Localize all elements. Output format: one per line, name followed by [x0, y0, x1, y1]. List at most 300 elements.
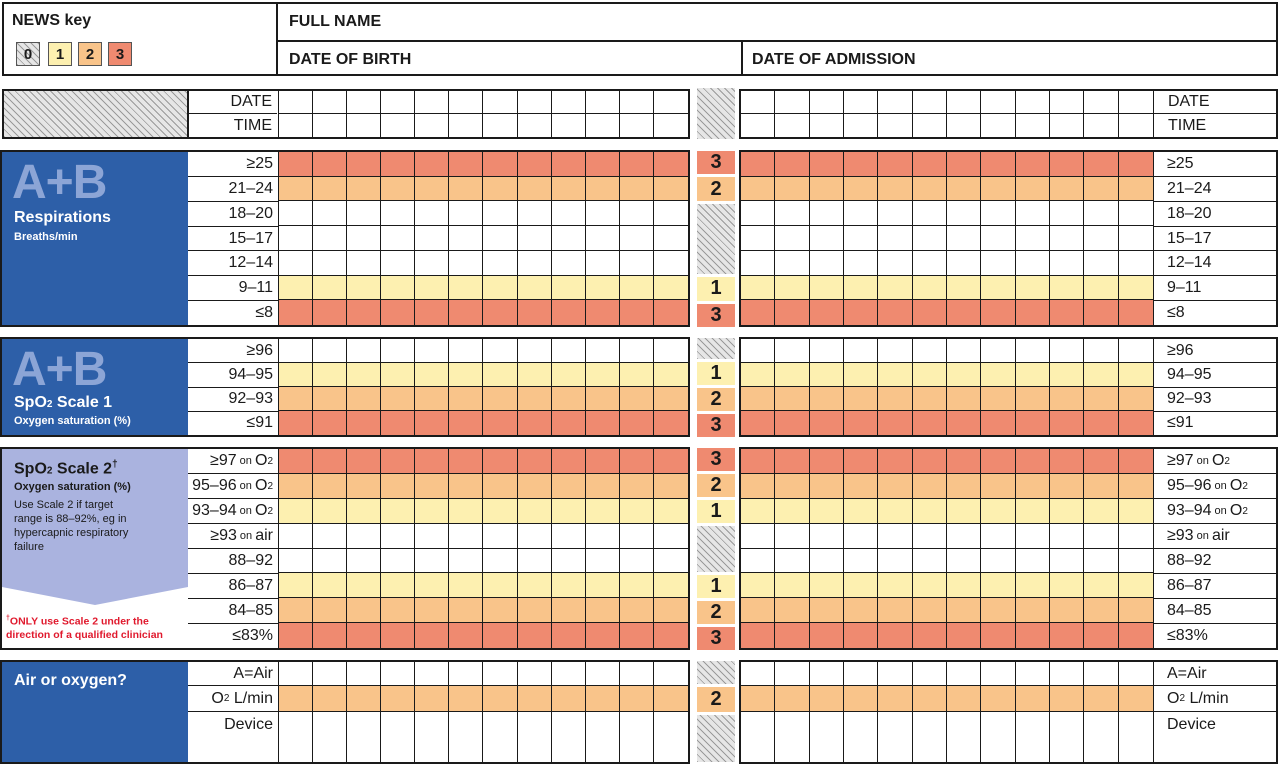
respirations-right-cell[interactable]	[775, 226, 809, 251]
air-oxygen-right-cell[interactable]	[810, 686, 844, 712]
respirations-right-cell[interactable]	[1050, 276, 1084, 301]
respirations-left-cell[interactable]	[518, 201, 552, 226]
respirations-left-cell[interactable]	[313, 177, 347, 202]
respirations-left-cell[interactable]	[313, 300, 347, 325]
respirations-right-cell[interactable]	[981, 152, 1015, 177]
air-oxygen-right-cell[interactable]	[741, 686, 775, 712]
spo2-scale2-right-cell[interactable]	[1016, 449, 1050, 474]
respirations-right-cell[interactable]	[741, 251, 775, 276]
respirations-left-cell[interactable]	[552, 226, 586, 251]
air-oxygen-right-cell[interactable]	[741, 662, 775, 686]
datetime-right-cell[interactable]	[1084, 114, 1118, 137]
spo2-scale2-left-cell[interactable]	[415, 573, 449, 598]
spo2-scale2-right-cell[interactable]	[913, 598, 947, 623]
respirations-left-cell[interactable]	[347, 201, 381, 226]
spo2-scale1-right-cell[interactable]	[810, 363, 844, 387]
spo2-scale1-left-cell[interactable]	[654, 339, 688, 363]
spo2-scale2-right-cell[interactable]	[913, 474, 947, 499]
respirations-left-cell[interactable]	[654, 251, 688, 276]
spo2-scale1-right-cell[interactable]	[775, 411, 809, 435]
spo2-scale2-right-cell[interactable]	[878, 499, 912, 524]
respirations-left-cell[interactable]	[654, 201, 688, 226]
respirations-right-cell[interactable]	[878, 276, 912, 301]
spo2-scale2-left-cell[interactable]	[347, 474, 381, 499]
datetime-right-cell[interactable]	[1016, 114, 1050, 137]
spo2-scale2-right-cell[interactable]	[878, 598, 912, 623]
respirations-left-cell[interactable]	[381, 251, 415, 276]
spo2-scale1-left-cell[interactable]	[586, 363, 620, 387]
respirations-right-cell[interactable]	[741, 226, 775, 251]
air-oxygen-right-cell[interactable]	[1050, 686, 1084, 712]
spo2-scale2-right-cell[interactable]	[741, 499, 775, 524]
air-oxygen-left-cell[interactable]	[620, 662, 654, 686]
respirations-left-cell[interactable]	[483, 300, 517, 325]
spo2-scale1-left-cell[interactable]	[620, 387, 654, 411]
spo2-scale2-right-cell[interactable]	[1016, 623, 1050, 648]
respirations-left-grid[interactable]	[278, 152, 688, 325]
respirations-right-cell[interactable]	[1016, 300, 1050, 325]
spo2-scale2-left-cell[interactable]	[313, 499, 347, 524]
spo2-scale1-right-cell[interactable]	[810, 339, 844, 363]
air-oxygen-right-cell[interactable]	[913, 662, 947, 686]
air-oxygen-left-cell[interactable]	[654, 686, 688, 712]
spo2-scale2-right-cell[interactable]	[775, 449, 809, 474]
datetime-left-cell[interactable]	[654, 114, 688, 137]
spo2-scale2-left-cell[interactable]	[415, 549, 449, 574]
spo2-scale1-right-cell[interactable]	[775, 387, 809, 411]
spo2-scale2-left-cell[interactable]	[313, 524, 347, 549]
spo2-scale2-right-cell[interactable]	[947, 549, 981, 574]
air-oxygen-left-cell[interactable]	[654, 662, 688, 686]
spo2-scale1-right-cell[interactable]	[844, 363, 878, 387]
air-oxygen-left-cell[interactable]	[347, 712, 381, 762]
datetime-right-cell[interactable]	[775, 91, 809, 114]
spo2-scale2-right-cell[interactable]	[981, 474, 1015, 499]
spo2-scale2-left-cell[interactable]	[449, 474, 483, 499]
spo2-scale2-left-cell[interactable]	[518, 549, 552, 574]
spo2-scale2-right-cell[interactable]	[878, 524, 912, 549]
spo2-scale2-right-cell[interactable]	[1084, 623, 1118, 648]
spo2-scale1-left-cell[interactable]	[620, 363, 654, 387]
spo2-scale1-right-cell[interactable]	[1119, 411, 1153, 435]
spo2-scale1-right-cell[interactable]	[878, 411, 912, 435]
respirations-right-cell[interactable]	[1119, 300, 1153, 325]
respirations-right-cell[interactable]	[1084, 226, 1118, 251]
respirations-right-cell[interactable]	[1050, 201, 1084, 226]
spo2-scale1-right-cell[interactable]	[775, 363, 809, 387]
spo2-scale2-right-cell[interactable]	[913, 549, 947, 574]
respirations-left-cell[interactable]	[415, 226, 449, 251]
spo2-scale1-left-cell[interactable]	[552, 411, 586, 435]
spo2-scale1-left-cell[interactable]	[483, 387, 517, 411]
spo2-scale2-right-cell[interactable]	[1084, 474, 1118, 499]
respirations-right-cell[interactable]	[947, 201, 981, 226]
respirations-left-cell[interactable]	[449, 226, 483, 251]
air-oxygen-left-cell[interactable]	[449, 712, 483, 762]
spo2-scale1-left-cell[interactable]	[518, 411, 552, 435]
respirations-right-cell[interactable]	[878, 152, 912, 177]
spo2-scale2-left-cell[interactable]	[415, 499, 449, 524]
spo2-scale1-left-cell[interactable]	[483, 339, 517, 363]
spo2-scale2-right-cell[interactable]	[1050, 623, 1084, 648]
spo2-scale1-left-cell[interactable]	[381, 339, 415, 363]
air-oxygen-left-cell[interactable]	[483, 686, 517, 712]
spo2-scale1-right-cell[interactable]	[1050, 339, 1084, 363]
respirations-left-cell[interactable]	[347, 276, 381, 301]
respirations-left-cell[interactable]	[620, 251, 654, 276]
datetime-left-cell[interactable]	[518, 91, 552, 114]
spo2-scale1-left-cell[interactable]	[654, 363, 688, 387]
spo2-scale2-left-cell[interactable]	[279, 524, 313, 549]
respirations-left-cell[interactable]	[586, 152, 620, 177]
spo2-scale2-left-cell[interactable]	[449, 549, 483, 574]
spo2-scale2-left-cell[interactable]	[518, 499, 552, 524]
respirations-left-cell[interactable]	[313, 226, 347, 251]
respirations-left-cell[interactable]	[415, 201, 449, 226]
spo2-scale1-left-cell[interactable]	[313, 411, 347, 435]
spo2-scale2-right-cell[interactable]	[1016, 524, 1050, 549]
air-oxygen-left-cell[interactable]	[586, 712, 620, 762]
respirations-right-cell[interactable]	[913, 226, 947, 251]
spo2-scale2-left-cell[interactable]	[552, 598, 586, 623]
spo2-scale2-right-cell[interactable]	[741, 573, 775, 598]
spo2-scale2-right-cell[interactable]	[1050, 573, 1084, 598]
spo2-scale2-left-cell[interactable]	[415, 474, 449, 499]
spo2-scale2-left-cell[interactable]	[415, 524, 449, 549]
spo2-scale2-left-cell[interactable]	[449, 573, 483, 598]
spo2-scale1-right-cell[interactable]	[1119, 339, 1153, 363]
air-oxygen-right-cell[interactable]	[878, 712, 912, 762]
spo2-scale1-right-cell[interactable]	[1084, 387, 1118, 411]
respirations-left-cell[interactable]	[279, 276, 313, 301]
air-oxygen-right-cell[interactable]	[913, 712, 947, 762]
spo2-scale2-right-cell[interactable]	[913, 524, 947, 549]
spo2-scale2-right-cell[interactable]	[913, 499, 947, 524]
spo2-scale2-right-cell[interactable]	[810, 449, 844, 474]
spo2-scale2-right-cell[interactable]	[1050, 524, 1084, 549]
spo2-scale2-right-cell[interactable]	[1084, 449, 1118, 474]
respirations-right-cell[interactable]	[1084, 152, 1118, 177]
spo2-scale2-left-cell[interactable]	[347, 449, 381, 474]
air-oxygen-left-cell[interactable]	[313, 662, 347, 686]
respirations-right-cell[interactable]	[775, 152, 809, 177]
respirations-right-cell[interactable]	[913, 152, 947, 177]
spo2-scale2-left-cell[interactable]	[586, 598, 620, 623]
datetime-left-cell[interactable]	[415, 114, 449, 137]
spo2-scale2-left-cell[interactable]	[586, 524, 620, 549]
spo2-scale2-left-cell[interactable]	[279, 449, 313, 474]
spo2-scale2-left-cell[interactable]	[518, 623, 552, 648]
spo2-scale2-right-cell[interactable]	[844, 499, 878, 524]
spo2-scale2-left-cell[interactable]	[586, 449, 620, 474]
respirations-right-cell[interactable]	[981, 177, 1015, 202]
spo2-scale2-left-cell[interactable]	[552, 573, 586, 598]
respirations-left-cell[interactable]	[654, 276, 688, 301]
datetime-right-cell[interactable]	[810, 114, 844, 137]
spo2-scale2-right-cell[interactable]	[1119, 549, 1153, 574]
datetime-left-cell[interactable]	[381, 114, 415, 137]
respirations-right-cell[interactable]	[810, 276, 844, 301]
respirations-left-cell[interactable]	[518, 177, 552, 202]
respirations-right-cell[interactable]	[947, 276, 981, 301]
respirations-left-cell[interactable]	[483, 251, 517, 276]
spo2-scale2-left-cell[interactable]	[347, 598, 381, 623]
full-name-field[interactable]	[276, 2, 1278, 42]
spo2-scale1-right-cell[interactable]	[741, 339, 775, 363]
spo2-scale2-left-cell[interactable]	[483, 623, 517, 648]
respirations-right-cell[interactable]	[981, 251, 1015, 276]
spo2-scale2-left-cell[interactable]	[483, 474, 517, 499]
datetime-left-cell[interactable]	[483, 91, 517, 114]
spo2-scale2-right-cell[interactable]	[844, 573, 878, 598]
respirations-right-cell[interactable]	[878, 201, 912, 226]
spo2-scale2-left-cell[interactable]	[518, 598, 552, 623]
respirations-right-grid[interactable]	[741, 152, 1153, 325]
air-oxygen-right-cell[interactable]	[844, 662, 878, 686]
datetime-right-cell[interactable]	[1016, 91, 1050, 114]
spo2-scale2-right-cell[interactable]	[810, 499, 844, 524]
spo2-scale2-right-cell[interactable]	[1016, 549, 1050, 574]
spo2-scale2-right-cell[interactable]	[947, 598, 981, 623]
datetime-left-cell[interactable]	[620, 114, 654, 137]
respirations-right-cell[interactable]	[1119, 251, 1153, 276]
spo2-scale2-right-cell[interactable]	[775, 474, 809, 499]
respirations-right-cell[interactable]	[810, 300, 844, 325]
spo2-scale2-right-cell[interactable]	[981, 449, 1015, 474]
spo2-scale2-left-cell[interactable]	[381, 474, 415, 499]
respirations-left-cell[interactable]	[449, 177, 483, 202]
datetime-right-cell[interactable]	[878, 91, 912, 114]
spo2-scale2-right-cell[interactable]	[947, 524, 981, 549]
respirations-right-cell[interactable]	[981, 276, 1015, 301]
datetime-right-cell[interactable]	[947, 114, 981, 137]
respirations-left-cell[interactable]	[483, 226, 517, 251]
spo2-scale2-left-cell[interactable]	[381, 549, 415, 574]
air-oxygen-left-cell[interactable]	[586, 686, 620, 712]
spo2-scale2-right-cell[interactable]	[913, 449, 947, 474]
air-oxygen-right-grid[interactable]	[741, 662, 1153, 762]
spo2-scale2-left-cell[interactable]	[279, 474, 313, 499]
spo2-scale2-left-cell[interactable]	[654, 598, 688, 623]
air-oxygen-right-cell[interactable]	[947, 712, 981, 762]
respirations-left-cell[interactable]	[279, 177, 313, 202]
respirations-right-cell[interactable]	[1084, 300, 1118, 325]
respirations-right-cell[interactable]	[1016, 152, 1050, 177]
spo2-scale2-left-cell[interactable]	[381, 573, 415, 598]
respirations-right-cell[interactable]	[981, 300, 1015, 325]
spo2-scale1-right-cell[interactable]	[1084, 363, 1118, 387]
spo2-scale2-left-cell[interactable]	[347, 524, 381, 549]
air-oxygen-left-cell[interactable]	[279, 662, 313, 686]
spo2-scale2-left-cell[interactable]	[654, 549, 688, 574]
respirations-left-cell[interactable]	[620, 300, 654, 325]
air-oxygen-right-cell[interactable]	[981, 686, 1015, 712]
datetime-left-cell[interactable]	[483, 114, 517, 137]
air-oxygen-right-cell[interactable]	[1050, 712, 1084, 762]
spo2-scale1-right-cell[interactable]	[1016, 339, 1050, 363]
air-oxygen-right-cell[interactable]	[913, 686, 947, 712]
spo2-scale2-left-grid[interactable]	[278, 449, 688, 648]
spo2-scale2-right-cell[interactable]	[775, 598, 809, 623]
spo2-scale1-left-cell[interactable]	[415, 387, 449, 411]
spo2-scale1-right-cell[interactable]	[1050, 387, 1084, 411]
spo2-scale2-right-cell[interactable]	[1050, 474, 1084, 499]
spo2-scale1-right-cell[interactable]	[947, 411, 981, 435]
respirations-left-cell[interactable]	[449, 276, 483, 301]
respirations-right-cell[interactable]	[1016, 251, 1050, 276]
spo2-scale2-left-cell[interactable]	[347, 499, 381, 524]
air-oxygen-left-cell[interactable]	[279, 712, 313, 762]
air-oxygen-left-grid[interactable]	[278, 662, 688, 762]
spo2-scale2-right-cell[interactable]	[1084, 573, 1118, 598]
spo2-scale2-left-cell[interactable]	[279, 598, 313, 623]
spo2-scale1-left-cell[interactable]	[347, 387, 381, 411]
spo2-scale2-right-cell[interactable]	[878, 573, 912, 598]
spo2-scale1-left-cell[interactable]	[381, 387, 415, 411]
spo2-scale2-right-cell[interactable]	[741, 549, 775, 574]
datetime-left-grid[interactable]	[278, 91, 688, 137]
spo2-scale2-right-cell[interactable]	[981, 573, 1015, 598]
spo2-scale2-right-cell[interactable]	[810, 573, 844, 598]
spo2-scale1-left-cell[interactable]	[313, 339, 347, 363]
spo2-scale2-left-cell[interactable]	[552, 449, 586, 474]
spo2-scale2-left-cell[interactable]	[313, 474, 347, 499]
spo2-scale2-left-cell[interactable]	[449, 449, 483, 474]
spo2-scale1-left-cell[interactable]	[415, 411, 449, 435]
respirations-right-cell[interactable]	[1050, 251, 1084, 276]
respirations-right-cell[interactable]	[913, 177, 947, 202]
respirations-left-cell[interactable]	[381, 300, 415, 325]
air-oxygen-left-cell[interactable]	[381, 712, 415, 762]
air-oxygen-left-cell[interactable]	[483, 712, 517, 762]
respirations-right-cell[interactable]	[775, 251, 809, 276]
respirations-left-cell[interactable]	[279, 251, 313, 276]
air-oxygen-right-cell[interactable]	[947, 686, 981, 712]
respirations-right-cell[interactable]	[947, 251, 981, 276]
respirations-left-cell[interactable]	[654, 152, 688, 177]
spo2-scale2-right-cell[interactable]	[1119, 598, 1153, 623]
air-oxygen-right-cell[interactable]	[775, 712, 809, 762]
respirations-left-cell[interactable]	[347, 152, 381, 177]
respirations-right-cell[interactable]	[913, 201, 947, 226]
spo2-scale2-left-cell[interactable]	[347, 573, 381, 598]
air-oxygen-right-cell[interactable]	[1016, 662, 1050, 686]
spo2-scale2-right-cell[interactable]	[1050, 598, 1084, 623]
air-oxygen-right-cell[interactable]	[1119, 712, 1153, 762]
respirations-left-cell[interactable]	[483, 276, 517, 301]
respirations-left-cell[interactable]	[279, 226, 313, 251]
spo2-scale2-left-cell[interactable]	[620, 623, 654, 648]
respirations-left-cell[interactable]	[347, 226, 381, 251]
respirations-right-cell[interactable]	[1119, 226, 1153, 251]
respirations-right-cell[interactable]	[1050, 300, 1084, 325]
respirations-right-cell[interactable]	[741, 276, 775, 301]
spo2-scale1-left-cell[interactable]	[483, 411, 517, 435]
spo2-scale2-left-cell[interactable]	[381, 598, 415, 623]
respirations-left-cell[interactable]	[552, 300, 586, 325]
spo2-scale2-left-cell[interactable]	[518, 524, 552, 549]
respirations-left-cell[interactable]	[415, 177, 449, 202]
spo2-scale2-right-cell[interactable]	[741, 623, 775, 648]
spo2-scale2-right-cell[interactable]	[844, 449, 878, 474]
respirations-left-cell[interactable]	[381, 201, 415, 226]
spo2-scale1-left-cell[interactable]	[449, 363, 483, 387]
spo2-scale1-left-cell[interactable]	[381, 363, 415, 387]
air-oxygen-left-cell[interactable]	[620, 712, 654, 762]
spo2-scale1-left-cell[interactable]	[279, 411, 313, 435]
spo2-scale2-left-cell[interactable]	[381, 623, 415, 648]
respirations-right-cell[interactable]	[741, 152, 775, 177]
spo2-scale1-right-cell[interactable]	[981, 387, 1015, 411]
datetime-left-cell[interactable]	[279, 91, 313, 114]
respirations-left-cell[interactable]	[552, 201, 586, 226]
spo2-scale2-right-cell[interactable]	[741, 598, 775, 623]
respirations-left-cell[interactable]	[552, 251, 586, 276]
respirations-right-cell[interactable]	[1050, 152, 1084, 177]
spo2-scale1-left-cell[interactable]	[552, 387, 586, 411]
spo2-scale2-left-cell[interactable]	[415, 449, 449, 474]
datetime-right-cell[interactable]	[878, 114, 912, 137]
spo2-scale2-right-cell[interactable]	[810, 474, 844, 499]
respirations-left-cell[interactable]	[620, 177, 654, 202]
respirations-left-cell[interactable]	[381, 226, 415, 251]
air-oxygen-right-cell[interactable]	[1119, 686, 1153, 712]
spo2-scale1-right-cell[interactable]	[1050, 411, 1084, 435]
respirations-right-cell[interactable]	[1119, 201, 1153, 226]
spo2-scale1-right-cell[interactable]	[741, 387, 775, 411]
datetime-left-cell[interactable]	[654, 91, 688, 114]
respirations-right-cell[interactable]	[1119, 152, 1153, 177]
spo2-scale1-right-cell[interactable]	[810, 411, 844, 435]
datetime-right-cell[interactable]	[913, 91, 947, 114]
spo2-scale2-right-cell[interactable]	[947, 573, 981, 598]
spo2-scale2-right-cell[interactable]	[844, 549, 878, 574]
spo2-scale1-left-cell[interactable]	[449, 339, 483, 363]
datetime-left-cell[interactable]	[449, 114, 483, 137]
respirations-right-cell[interactable]	[844, 177, 878, 202]
spo2-scale2-right-cell[interactable]	[947, 623, 981, 648]
spo2-scale2-left-cell[interactable]	[620, 499, 654, 524]
spo2-scale2-right-cell[interactable]	[1119, 573, 1153, 598]
respirations-right-cell[interactable]	[1084, 251, 1118, 276]
air-oxygen-left-cell[interactable]	[518, 686, 552, 712]
spo2-scale2-left-cell[interactable]	[415, 598, 449, 623]
respirations-right-cell[interactable]	[844, 152, 878, 177]
spo2-scale2-left-cell[interactable]	[518, 573, 552, 598]
air-oxygen-left-cell[interactable]	[381, 686, 415, 712]
datetime-right-cell[interactable]	[1119, 91, 1153, 114]
respirations-left-cell[interactable]	[620, 201, 654, 226]
spo2-scale2-left-cell[interactable]	[654, 474, 688, 499]
date-of-birth-field[interactable]	[276, 40, 743, 76]
spo2-scale2-right-cell[interactable]	[878, 623, 912, 648]
datetime-right-cell[interactable]	[981, 91, 1015, 114]
spo2-scale2-right-cell[interactable]	[741, 524, 775, 549]
spo2-scale2-left-cell[interactable]	[654, 573, 688, 598]
spo2-scale2-right-cell[interactable]	[844, 598, 878, 623]
respirations-left-cell[interactable]	[654, 226, 688, 251]
respirations-left-cell[interactable]	[415, 251, 449, 276]
respirations-left-cell[interactable]	[347, 300, 381, 325]
spo2-scale2-left-cell[interactable]	[586, 623, 620, 648]
spo2-scale2-left-cell[interactable]	[654, 449, 688, 474]
spo2-scale2-left-cell[interactable]	[552, 549, 586, 574]
spo2-scale1-left-cell[interactable]	[347, 363, 381, 387]
spo2-scale1-left-cell[interactable]	[313, 387, 347, 411]
respirations-right-cell[interactable]	[741, 300, 775, 325]
spo2-scale2-left-cell[interactable]	[483, 524, 517, 549]
spo2-scale2-right-cell[interactable]	[1016, 474, 1050, 499]
